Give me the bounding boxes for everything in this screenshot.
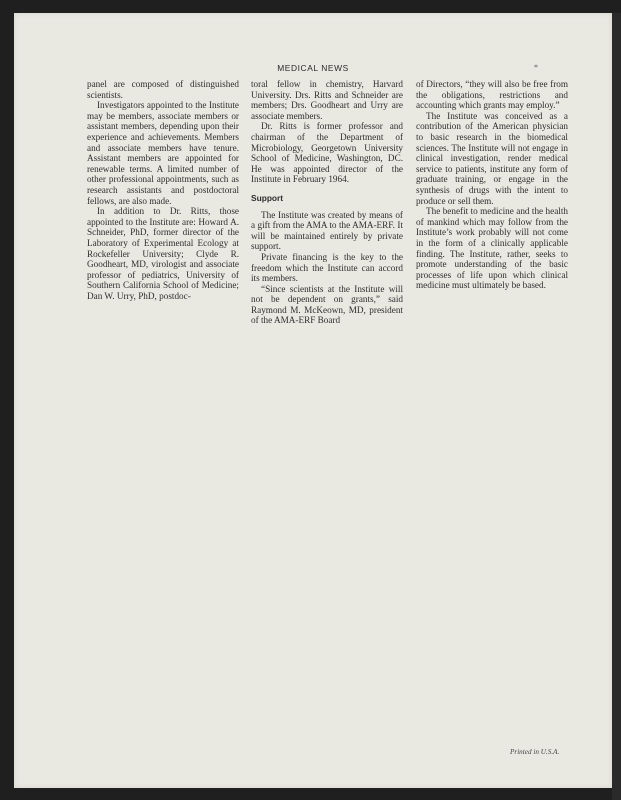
text-column-3 [416,79,568,291]
printed-in-footer: Printed in U.S.A. [510,748,560,756]
paragraph: panel are composed of distinguished scientists. [87,79,239,100]
running-head: MEDICAL NEWS [277,63,349,73]
paragraph: of Directors, “they will also be free from the obligations, restrictions and accounting which grants may employ.” [416,79,568,111]
scan-edge [612,13,621,800]
paragraph: The benefit to medicine and the health of mankind which may follow from the Institute’s work probably will not come in the form of a clinically applicable finding. The Institute, rather, seeks to promote understanding of the basic processes of life upon which clinical medicine must ultimately be based. [416,206,568,291]
paragraph: The Institute was created by means of a gift from the AMA to the AMA-ERF. It will be maintained entirely by private support. [251,209,403,252]
paragraph: Investigators appointed to the Institute may be members, associate members or assistant members, depending upon their experience and achievements. Members and associate members have tenure. Assistant members are appointed for renewable terms. A limited number of other professional appointments, such as research assistants and postdoctoral fellows, are also made. [87,100,239,206]
page-mark: * [534,63,538,72]
paragraph: Private financing is the key to the freedom which the Institute can accord its members. [251,251,403,284]
paragraph: The Institute was conceived as a contribution of the American physician to basic research in the biomedical sciences. The Institute will not engage in clinical investigation, render medical service to patients, institute any form of graduate training, or engage in the synthesis of drugs with the intent to produce or sell them. [416,110,568,206]
text-column-2 [251,79,403,326]
document-page [14,13,612,788]
text-column-1 [87,79,239,301]
paragraph: “Since scientists at the Institute will not be dependent on grants,” said Raymond M. McKeown, MD, president of the AMA-ERF Board [251,283,403,326]
paragraph: In addition to Dr. Ritts, those appointed to the Institute are: Howard A. Schneider, PhD, former director of the Laboratory of Experimental Ecology at Rockefeller University; Clyde R. Goodheart, MD, virologist and associate professor of pediatrics, University of Southern California School of Medicine; Dan W. Urry, PhD, postdoc- [87,206,239,301]
section-subhead: Support [251,192,284,203]
paragraph: toral fellow in chemistry, Harvard University. Drs. Ritts and Schneider are members; Drs. Goodheart and Urry are associate members. [251,79,403,121]
paragraph: Dr. Ritts is former professor and chairman of the Department of Microbiology, Georgetown University School of Medicine, Washington, DC. He was appointed director of the Institute in February 1964. [251,121,403,185]
